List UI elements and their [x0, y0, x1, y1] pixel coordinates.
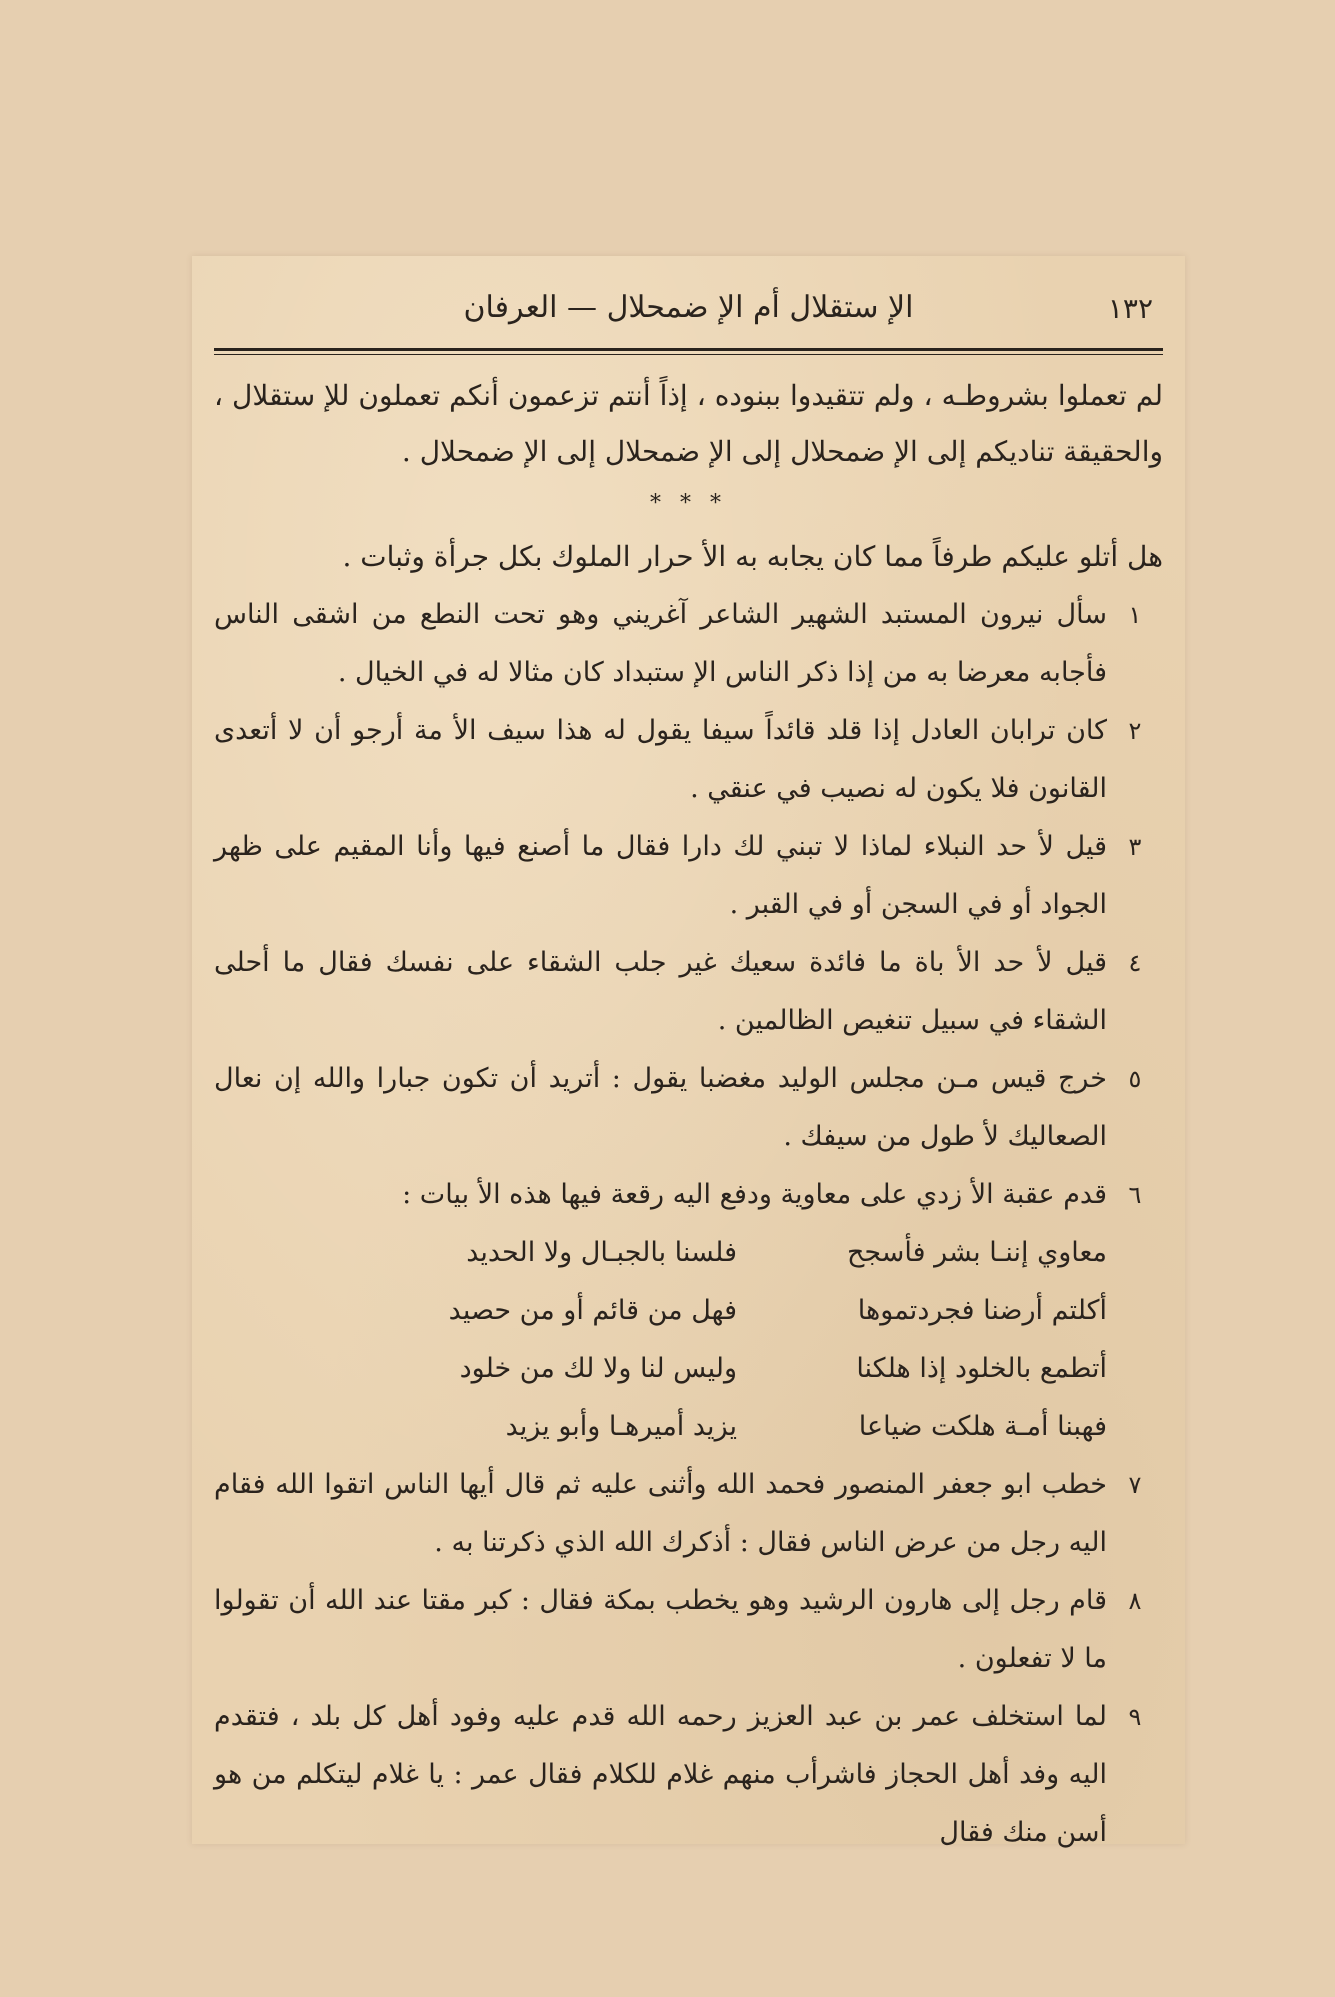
verse-first-hemistich: معاوي إننـا بشر فأسجح: [846, 1237, 1107, 1268]
page-header: [214, 282, 1163, 338]
list-item: [214, 934, 1163, 1050]
page-number: ١٣٢: [1107, 292, 1153, 325]
list-item: [214, 702, 1163, 818]
item-number: ٦: [1128, 1181, 1142, 1209]
poem-verse: [214, 1398, 1107, 1456]
item-number: ٨: [1128, 1587, 1142, 1615]
list-item: [214, 1166, 1163, 1224]
poem-verse: [214, 1224, 1107, 1282]
item-text: سأل نيرون المستبد الشهير الشاعر آغريني وهو تحت النطع من اشقى الناس فأجابه معرضا به من إذا ذكر الناس الإ ستبداد كان مثالا له في الخيال .: [214, 599, 1107, 688]
verse-first-hemistich: أتطمع بالخلود إذا هلكنا: [856, 1353, 1107, 1384]
verse-first-hemistich: أكلتم أرضنا فجردتموها: [857, 1295, 1107, 1326]
item-text: قيل لأ حد النبلاء لماذا لا تبني لك دارا فقال ما أصنع فيها وأنا المقيم على ظهر الجواد أو في السجن أو في القبر .: [214, 831, 1107, 920]
poem-verse: [214, 1340, 1107, 1398]
verse-second-hemistich: وليس لنا ولا لك من خلود: [459, 1353, 737, 1384]
item-text: قدم عقبة الأ زدي على معاوية ودفع اليه رقعة فيها هذه الأ بيات :: [402, 1179, 1107, 1210]
item-text: خطب ابو جعفر المنصور فحمد الله وأثنى عليه ثم قال أيها الناس اتقوا الله فقام اليه رجل من عرض الناس فقال : أذكرك الله الذي ذكرتنا به .: [214, 1469, 1107, 1558]
item-number: ٣: [1128, 833, 1142, 861]
list-item: [214, 1572, 1163, 1688]
verse-second-hemistich: يزيد أميرهـا وأبو يزيد: [505, 1411, 737, 1442]
header-rule-thin: [214, 354, 1163, 355]
item-number: ٧: [1128, 1471, 1142, 1499]
verse-second-hemistich: فلسنا بالجبـال ولا الحديد: [466, 1237, 737, 1268]
item-number: ٥: [1128, 1065, 1142, 1093]
section-separator: * * *: [650, 491, 727, 516]
item-number: ٤: [1128, 949, 1142, 977]
opening-paragraph: لم تعملوا بشروطـه ، ولم تتقيدوا ببنوده ، إذاً أنتم تزعمون أنكم تعملون للإ ستقلال ، والحقيقة تناديكم إلى الإ ضمحلال إلى الإ ضمحلال إلى الإ ضمحلال .: [214, 379, 1163, 468]
item-number: ٢: [1128, 717, 1142, 745]
list-item: [214, 1688, 1163, 1862]
item-text: لما استخلف عمر بن عبد العزيز رحمه الله قدم عليه وفود أهل كل بلد ، فتقدم اليه وفد أهل الحجاز فاشرأب منهم غلام للكلام فقال عمر : يا غلام ليتكلم من هو أسن منك فقال: [214, 1701, 1107, 1848]
verse-second-hemistich: فهل من قائم أو من حصيد: [448, 1295, 737, 1326]
book-page: [192, 256, 1185, 1848]
running-title: الإ ستقلال أم الإ ضمحلال — العرفان: [463, 290, 914, 325]
poem-verses: [214, 1224, 1107, 1456]
item-text: خرج قيس مـن مجلس الوليد مغضبا يقول : أتريد أن تكون جبارا والله إن نعال الصعاليك لأ طول من سيفك .: [214, 1063, 1107, 1152]
list-item: [214, 586, 1163, 702]
list-item: [214, 1050, 1163, 1166]
item-number: ١: [1128, 601, 1142, 629]
intro-paragraph: هل أتلو عليكم طرفاً مما كان يجابه به الأ حرار الملوك بكل جرأة وثبات .: [342, 540, 1163, 573]
header-rule: [214, 348, 1163, 351]
item-text: قيل لأ حد الأ باة ما فائدة سعيك غير جلب الشقاء على نفسك فقال ما أحلى الشقاء في سبيل تنغيص الظالمين .: [214, 947, 1107, 1036]
item-number: ٩: [1128, 1703, 1142, 1731]
list-item: [214, 1456, 1163, 1572]
page-body: [214, 368, 1163, 1862]
item-text: قام رجل إلى هارون الرشيد وهو يخطب بمكة فقال : كبر مقتا عند الله أن تقولوا ما لا تفعلون .: [214, 1585, 1107, 1674]
verse-first-hemistich: فهبنا أمـة هلكت ضياعا: [858, 1411, 1107, 1442]
poem-verse: [214, 1282, 1107, 1340]
item-text: كان ترابان العادل إذا قلد قائداً سيفا يقول له هذا سيف الأ مة أرجو أن لا أتعدى القانون فلا يكون له نصيب في عنقي .: [214, 715, 1107, 804]
list-item: [214, 818, 1163, 934]
